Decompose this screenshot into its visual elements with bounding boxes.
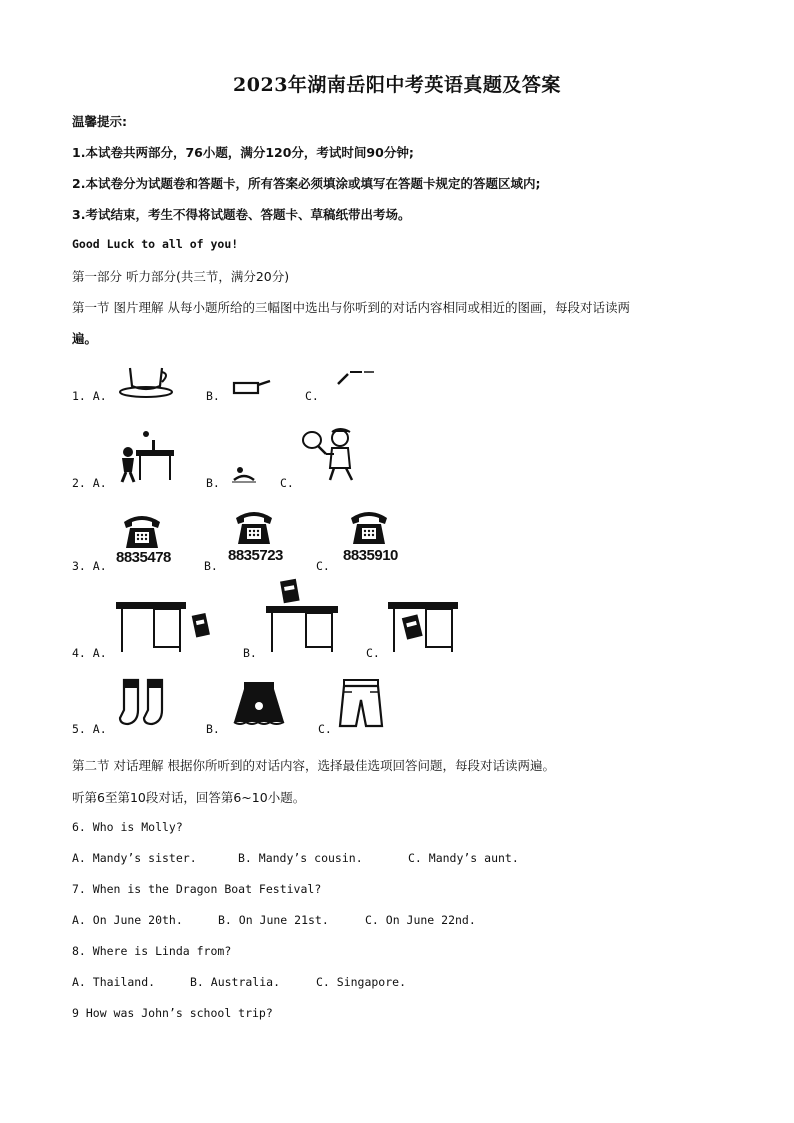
telephone-icon: [349, 508, 389, 546]
q5-label-b: B.: [206, 722, 220, 736]
q1-label-b: B.: [206, 389, 220, 403]
skirt-icon: [232, 680, 286, 728]
telephone-icon: [234, 508, 274, 546]
knife-icon: [336, 366, 378, 386]
q4-label-a: 4. A.: [72, 646, 107, 660]
section2-instruction: 听第6至第10段对话，回答第6~10小题。: [72, 790, 306, 805]
q7-option-b: B. On June 21st.: [218, 913, 329, 927]
part1-heading: 第一部分 听力部分(共三节，满分20分): [72, 269, 290, 284]
desk-book-under-icon: [386, 600, 460, 654]
question-9: 9 How was John’s school trip?: [72, 1006, 273, 1020]
q8-option-a: A. Thailand.: [72, 975, 156, 989]
section1-heading-line2: 遍。: [72, 331, 98, 346]
q1-label-a: 1. A.: [72, 389, 107, 403]
q3-label-c: C.: [316, 559, 330, 573]
q6-option-a: A. Mandy’s sister.: [72, 851, 197, 865]
ping-pong-player-icon: [116, 426, 178, 484]
q6-option-b: B. Mandy’s cousin.: [238, 851, 363, 865]
teacup-icon: [118, 362, 174, 398]
tennis-player-icon: [298, 426, 364, 484]
q2-label-b: B.: [206, 476, 220, 490]
q8-option-b: B. Australia.: [190, 975, 281, 989]
tip-item-1: 1.本试卷共两部分，76小题，满分120分，考试时间90分钟;: [72, 145, 414, 160]
tip-item-3: 3.考试结束，考生不得将试题卷、答题卡、草稿纸带出考场。: [72, 207, 411, 222]
phone-number-c: 8835910: [343, 547, 398, 564]
section2-heading: 第二节 对话理解 根据你所听到的对话内容，选择最佳选项回答问题，每段对话读两遍。: [72, 758, 555, 773]
tips-heading: 温馨提示:: [72, 114, 127, 129]
socks-icon: [116, 676, 174, 728]
q5-label-c: C.: [318, 722, 332, 736]
desk-book-beside-icon: [114, 600, 214, 654]
q5-label-a: 5. A.: [72, 722, 107, 736]
q8-option-c: C. Singapore.: [316, 975, 407, 989]
frying-pan-icon: [228, 375, 272, 397]
shorts-icon: [338, 678, 384, 730]
question-8: 8. Where is Linda from?: [72, 944, 232, 958]
phone-number-b: 8835723: [228, 547, 283, 564]
telephone-icon: [122, 512, 162, 550]
question-7: 7. When is the Dragon Boat Festival?: [72, 882, 322, 896]
q2-label-c: C.: [280, 476, 294, 490]
desk-book-on-icon: [262, 578, 342, 654]
q4-label-c: C.: [366, 646, 380, 660]
question-6: 6. Who is Molly?: [72, 820, 183, 834]
tip-item-2: 2.本试卷分为试题卷和答题卡，所有答案必须填涂或填写在答题卡规定的答题区域内;: [72, 176, 541, 191]
q6-option-c: C. Mandy’s aunt.: [408, 851, 519, 865]
good-luck-text: Good Luck to all of you!: [72, 237, 239, 251]
q4-label-b: B.: [243, 646, 257, 660]
q1-label-c: C.: [305, 389, 319, 403]
volleyball-player-icon: [230, 464, 258, 484]
q3-label-a: 3. A.: [72, 559, 107, 573]
phone-number-a: 8835478: [116, 549, 171, 566]
q3-label-b: B.: [204, 559, 218, 573]
section1-heading-line1: 第一节 图片理解 从每小题所给的三幅图中选出与你听到的对话内容相同或相近的图画，每段对话读两: [72, 300, 630, 315]
page-title: 2023年湖南岳阳中考英语真题及答案: [233, 74, 561, 96]
q7-option-c: C. On June 22nd.: [365, 913, 476, 927]
q2-label-a: 2. A.: [72, 476, 107, 490]
q7-option-a: A. On June 20th.: [72, 913, 183, 927]
